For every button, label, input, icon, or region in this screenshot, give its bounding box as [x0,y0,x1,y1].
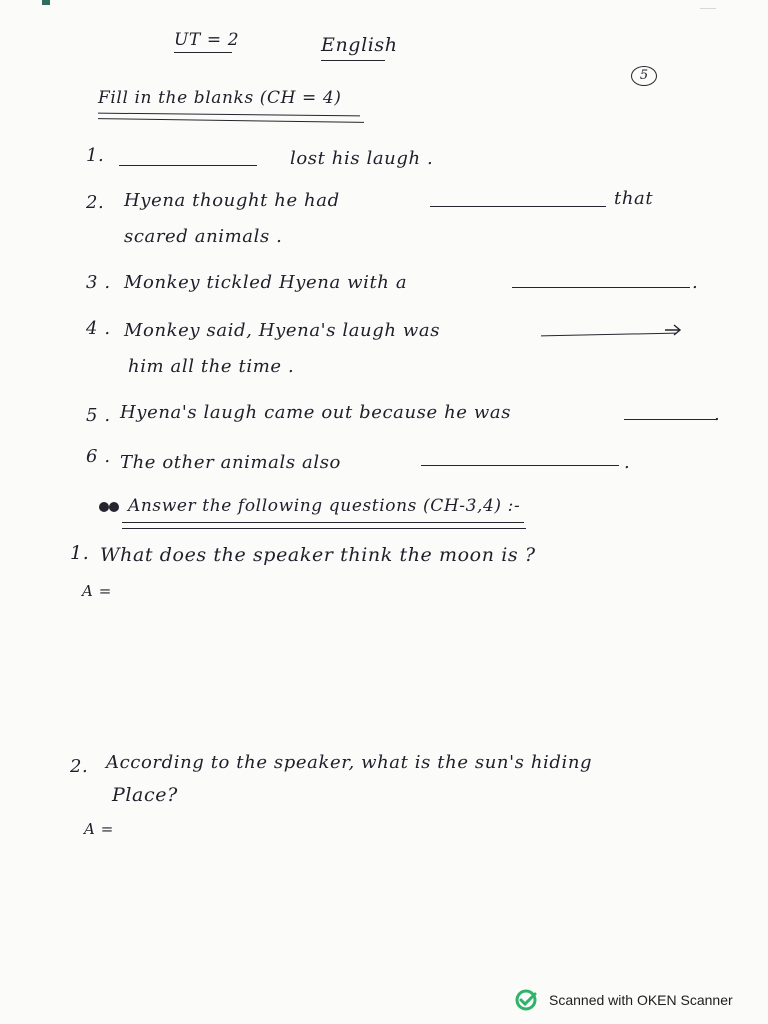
blank-q2-number: 2. [86,192,105,213]
question1-number: 1. [70,542,90,564]
edge-line [700,8,716,9]
blank-q6-before: The other animals also [120,452,341,473]
blank-q2-after: that [614,188,654,209]
question2-line1: According to the speaker, what is the sun's hiding [106,752,593,773]
blank-q6-after: . [624,452,631,473]
marks-value: 5 [639,68,649,83]
arrow-mark-icon [664,323,682,337]
scanner-watermark [515,988,733,1012]
blank-q3-number: 3 . [86,272,111,293]
blank-q3-before: Monkey tickled Hyena with a [124,272,408,293]
blank-q3-line [512,287,690,288]
section2-bullet-icon [98,499,128,515]
section1-underline-1 [98,113,360,117]
blank-q2-line [430,206,606,207]
marks-circle [631,66,657,86]
blank-q4-line [541,333,676,337]
section1-underline-2 [98,118,364,123]
blank-q3-after: . [692,272,699,293]
blank-q5-after: . [714,404,721,425]
blank-q4-before: Monkey said, Hyena's laugh was [124,320,441,341]
subject-underline [321,60,385,61]
blank-q5-number: 5 . [86,405,111,426]
blank-q2-line2: scared animals . [124,226,283,247]
question1-text: What does the speaker think the moon is ? [100,544,536,566]
oken-scanner-logo-icon [515,989,541,1011]
blank-q6-line [421,465,619,466]
question2-number: 2. [70,756,89,777]
blank-q4-number: 4 . [86,318,111,339]
question2-line2: Place? [112,784,178,806]
subject-title: English [321,34,398,56]
section2-underline-2 [122,528,526,529]
blank-q2-before: Hyena thought he had [124,190,340,211]
unit-test-underline [174,52,232,53]
unit-test-label: UT = 2 [174,30,240,50]
section-answer-title: Answer the following questions (CH-3,4) :- [128,496,521,516]
blank-q4-line2: him all the time . [128,356,295,377]
blank-q6-number: 6 . [86,446,111,467]
section2-underline-1 [122,522,524,523]
blank-q1-number: 1. [86,145,105,166]
corner-mark [42,0,50,5]
section-fill-blanks-title: Fill in the blanks (CH = 4) [98,88,342,108]
blank-q1-line [119,165,257,166]
question1-answer-label: A = [82,582,112,600]
scanner-watermark-text: Scanned with OKEN Scanner [549,992,733,1008]
blank-q1-after: lost his laugh . [290,148,434,169]
question2-answer-label: A = [84,820,114,838]
blank-q5-line [624,419,716,420]
blank-q5-before: Hyena's laugh came out because he was [120,402,512,423]
